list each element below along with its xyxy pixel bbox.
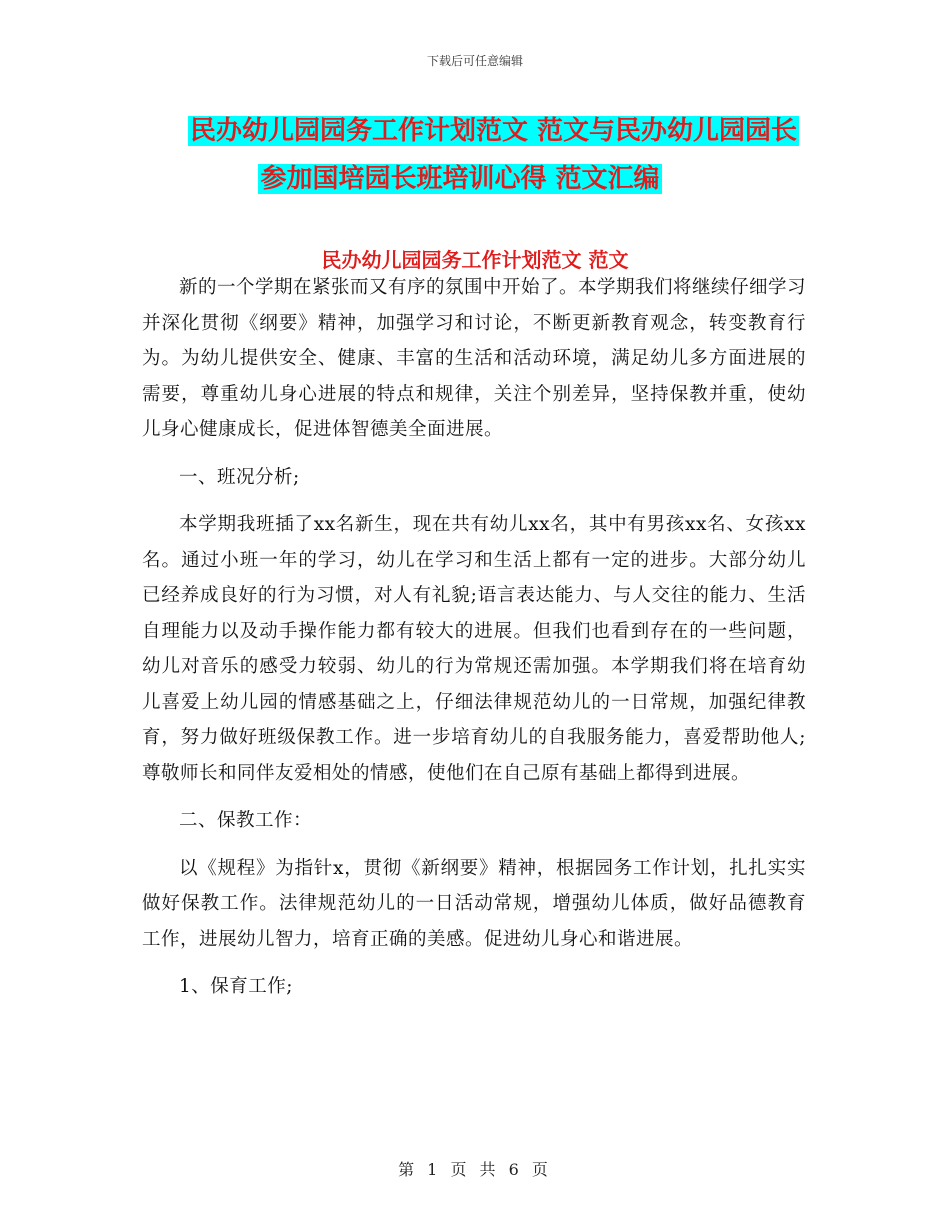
heading-care-education: 二、保教工作： [179, 810, 313, 831]
paragraph-care-education: 以《规程》为指针x，贯彻《新纲要》精神，根据园务工作计划，扎扎实实做好保教工作。法律规范幼儿的一日活动常规，增强幼儿体质，做好品德教育工作，进展幼儿智力，培育正确的美感。促进幼儿身心和谐进展。 [142, 857, 806, 950]
body-text [142, 270, 806, 1005]
document-title [140, 110, 860, 200]
document-title-line-1 [140, 110, 860, 152]
header-note: 下载后可任意编辑 [426, 54, 523, 68]
page-number-footer: 第 1 页 共 6 页 [398, 1160, 552, 1179]
heading-class-analysis: 一、班况分析; [179, 466, 300, 488]
document-title-line-2 [140, 158, 860, 200]
section-title: 民办幼儿园园务工作计划范文 范文 [321, 248, 629, 272]
heading-childcare-work: 1、保育工作; [179, 976, 294, 997]
paragraph-intro: 新的一个学期在紧张而又有序的氛围中开始了。本学期我们将继续仔细学习并深化贯彻《纲要》精神，加强学习和讨论，不断更新教育观念，转变教育行为。为幼儿提供安全、健康、丰富的生活和活动环境，满足幼儿多方面进展的需要，尊重幼儿身心进展的特点和规律，关注个别差异，坚持保教并重，使幼儿身心健康成长，促进体智德美全面进展。 [142, 277, 807, 440]
paragraph-class-analysis: 本学期我班插了xx名新生，现在共有幼儿xx名，其中有男孩xx名、女孩xx名。通过小班一年的学习，幼儿在学习和生活上都有一定的进步。大部分幼儿已经养成良好的行为习惯，对人有礼貌;语言表达能力、与人交往的能力、生活自理能力以及动手操作能力都有较大的进展。但我们也看到存在的一些问题，幼儿对音乐的感受力较弱、幼儿的行为常规还需加强。本学期我们将在培育幼儿喜爱上幼儿园的情感基础之上，仔细法律规范幼儿的一日常规，加强纪律教育，努力做好班级保教工作。进一步培育幼儿的自我服务能力，喜爱帮助他人;尊敬师长和同伴友爱相处的情感，使他们在自己原有基础上都得到进展。 [142, 514, 806, 784]
document-title-line-2-text: 参加国培园长班培训心得 范文汇编 [260, 164, 660, 194]
document-title-line-1-text: 民办幼儿园园务工作计划范文 范文与民办幼儿园园长 [190, 116, 798, 146]
